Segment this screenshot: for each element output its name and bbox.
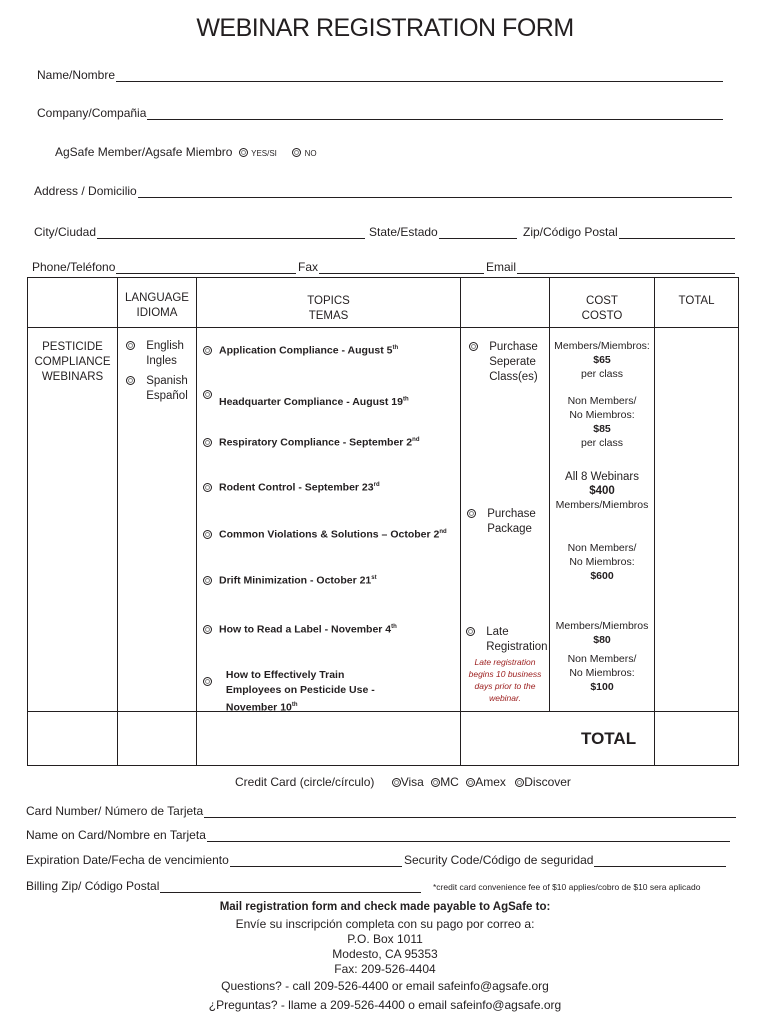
late-members-price: $80	[593, 634, 611, 646]
topic-3-sup: nd	[412, 437, 420, 443]
separate-line-3: Class(es)	[489, 371, 538, 383]
separate-line-1: Purchase	[489, 341, 538, 353]
total-cell[interactable]	[655, 328, 739, 712]
topic-5[interactable]	[203, 525, 447, 543]
topic-4-sup: rd	[373, 482, 380, 488]
sep-members-label: Members/Miembros:	[554, 340, 650, 352]
visa-label: Visa	[400, 775, 424, 789]
blank-header-cell	[28, 278, 118, 328]
company-field[interactable]	[37, 106, 723, 122]
po-box: P.O. Box 1011	[347, 932, 423, 946]
city-field[interactable]	[34, 225, 365, 241]
sep-nonmembers-per-class: per class	[580, 437, 623, 449]
cost-header	[550, 278, 655, 328]
topic-6[interactable]	[203, 571, 377, 589]
member-no-radio[interactable]	[292, 148, 301, 157]
card-number-label: Card Number/ Número de Tarjeta	[26, 804, 204, 818]
topics-header	[197, 278, 461, 328]
questions-line: Questions? - call 209-526-4400 or email safeinfo@agsafe.org	[221, 979, 549, 993]
topic-8-radio[interactable]	[203, 677, 212, 686]
separate-line-2: Seperate	[489, 356, 536, 368]
card-number-field[interactable]	[26, 804, 736, 820]
member-label: AgSafe Member/Agsafe Miembro	[55, 145, 233, 159]
purchase-option-cell	[461, 328, 550, 712]
late-line-2: Registration	[486, 641, 548, 653]
form-title: WEBINAR REGISTRATION FORM	[196, 14, 574, 42]
category-line-2: COMPLIANCE	[34, 356, 111, 368]
footer-blank-2	[118, 712, 197, 766]
late-note-1: Late registration	[474, 657, 536, 667]
topic-5-radio[interactable]	[203, 530, 212, 539]
grand-total-cell[interactable]	[655, 712, 739, 766]
espanol-label: Español	[146, 390, 188, 402]
phone-label: Phone/Teléfono	[32, 260, 116, 274]
package-option[interactable]	[467, 507, 536, 537]
city-label: City/Ciudad	[34, 225, 97, 239]
topic-6-text: Drift Minimization - October 21	[219, 574, 372, 587]
name-on-card-label: Name on Card/Nombre en Tarjeta	[26, 828, 206, 842]
topic-8-line-1: How to Effectively Train	[225, 669, 345, 681]
language-header	[118, 278, 197, 328]
option-header	[461, 278, 550, 328]
language-header-en: LANGUAGE	[125, 292, 189, 304]
name-label: Name/Nombre	[37, 68, 116, 82]
late-note	[461, 656, 549, 704]
late-option[interactable]	[466, 625, 548, 655]
mc-label: MC	[440, 775, 459, 789]
english-radio[interactable]	[126, 341, 135, 350]
topic-4[interactable]	[203, 478, 380, 496]
late-radio[interactable]	[466, 627, 475, 636]
footer-blank-3	[197, 712, 461, 766]
name-field[interactable]	[37, 68, 723, 84]
credit-card-row	[235, 775, 571, 789]
expiration-label: Expiration Date/Fecha de vencimiento	[26, 853, 229, 867]
topics-cell	[197, 328, 461, 712]
topic-1[interactable]	[203, 341, 398, 359]
topic-1-sup: th	[392, 345, 399, 351]
credit-card-label: Credit Card (circle/círculo)	[235, 775, 375, 789]
package-radio[interactable]	[467, 509, 476, 518]
package-members-cost	[550, 470, 654, 512]
member-no-label: NO	[304, 149, 317, 158]
mc-radio[interactable]	[431, 778, 440, 787]
late-note-4: webinar.	[489, 693, 521, 703]
language-header-es: IDIOMA	[136, 307, 178, 319]
topic-2-radio[interactable]	[203, 390, 212, 399]
state-field[interactable]	[369, 225, 517, 241]
topic-3-text: Respiratory Compliance - September 2	[219, 436, 413, 449]
late-nonmembers-price: $100	[590, 681, 614, 693]
spanish-label: Spanish	[146, 375, 188, 387]
discover-radio[interactable]	[515, 778, 524, 787]
expiration-field[interactable]	[26, 853, 402, 869]
pkg-members-price: $400	[589, 485, 615, 497]
billing-zip-label: Billing Zip/ Código Postal	[26, 879, 160, 893]
topic-7-sup: th	[391, 624, 397, 630]
pkg-title: All 8 Webinars	[565, 471, 639, 483]
english-option[interactable]	[126, 339, 184, 369]
mail-instruction-es: Envíe su inscripción completa con su pago por correo a:	[235, 917, 535, 931]
sep-nonmembers-price: $85	[593, 423, 611, 435]
address-label: Address / Domicilio	[34, 184, 137, 198]
member-yes-label: YES/SI	[251, 149, 277, 158]
topic-7-radio[interactable]	[203, 625, 212, 634]
visa-radio[interactable]	[392, 778, 401, 787]
address-field[interactable]	[34, 184, 732, 200]
topic-7-text: How to Read a Label - November 4	[219, 623, 392, 636]
spanish-radio[interactable]	[126, 376, 135, 385]
ingles-label: Ingles	[146, 355, 177, 367]
sep-nonmembers-line-2: No Miembros:	[569, 409, 635, 421]
package-line-2: Package	[487, 523, 532, 535]
total-header	[655, 278, 739, 328]
phone-field[interactable]	[32, 260, 296, 276]
late-note-2: begins 10 business	[468, 669, 542, 679]
topic-8-sup: th	[291, 702, 298, 708]
cost-header-en: COST	[586, 295, 618, 307]
email-label: Email	[486, 260, 517, 274]
late-nonmembers-line-2: No Miembros:	[569, 667, 635, 679]
name-on-card-field[interactable]	[26, 828, 730, 844]
total-label: TOTAL	[581, 729, 637, 748]
security-code-field[interactable]	[404, 853, 726, 869]
spanish-option[interactable]	[126, 374, 188, 404]
sep-members-price: $65	[593, 354, 611, 366]
cost-cell	[550, 328, 655, 712]
topic-3[interactable]	[203, 433, 420, 451]
late-nonmembers-cost	[550, 652, 654, 694]
mail-instruction: Mail registration form and check made payable to AgSafe to:	[219, 901, 551, 913]
topic-8-line-3: November 10	[225, 701, 292, 714]
late-note-3: days prior to the	[474, 681, 536, 691]
package-nonmembers-cost	[550, 541, 654, 583]
topics-header-es: TEMAS	[308, 310, 349, 322]
topic-2[interactable]	[203, 388, 409, 406]
topic-1-text: Application Compliance - August 5	[219, 344, 393, 357]
zip-label: Zip/Código Postal	[523, 225, 618, 239]
state-label: State/Estado	[369, 225, 438, 239]
topic-8-line-2: Employees on Pesticide Use -	[225, 684, 375, 696]
pkg-nonmembers-price: $600	[590, 570, 614, 582]
member-yes-radio[interactable]	[239, 148, 248, 157]
member-row	[55, 145, 317, 159]
separate-members-cost	[550, 339, 654, 381]
late-line-1: Late	[486, 626, 509, 638]
sep-nonmembers-line-1: Non Members/	[567, 395, 637, 407]
category-line-1: PESTICIDE	[42, 341, 103, 353]
topic-2-sup: th	[402, 396, 409, 402]
category-line-3: WEBINARS	[41, 371, 104, 383]
topic-5-text: Common Violations & Solutions – October 2	[219, 528, 440, 541]
pkg-nonmembers-line-2: No Miembros:	[569, 556, 635, 568]
topic-1-radio[interactable]	[203, 346, 212, 355]
separate-nonmembers-cost	[550, 394, 654, 450]
fax-number: Fax: 209-526-4404	[334, 962, 436, 976]
total-header-text: TOTAL	[678, 295, 715, 307]
preguntas-line: ¿Preguntas? - llame a 209-526-4400 o email safeinfo@agsafe.org	[208, 998, 562, 1012]
fax-label: Fax	[298, 260, 319, 274]
late-members-label: Members/Miembros	[555, 620, 649, 632]
late-nonmembers-line-1: Non Members/	[567, 653, 637, 665]
topic-4-text: Rodent Control - September 23	[219, 481, 374, 494]
pkg-nonmembers-line-1: Non Members/	[567, 542, 637, 554]
topics-header-en: TOPICS	[307, 295, 350, 307]
company-label: Company/Compañia	[37, 106, 147, 120]
topic-6-sup: st	[371, 575, 377, 581]
discover-label: Discover	[524, 775, 571, 789]
topic-2-text: Headquarter Compliance - August 19	[219, 395, 403, 408]
pkg-members-label: Members/Miembros	[555, 499, 649, 511]
topic-8[interactable]	[203, 668, 375, 716]
fee-note: *credit card convenience fee of $10 applies/cobro de $10 sera aplicado	[433, 882, 701, 892]
zip-field[interactable]	[523, 225, 735, 241]
cost-header-es: COSTO	[581, 310, 623, 322]
late-members-cost	[550, 619, 654, 647]
email-field[interactable]	[486, 260, 735, 276]
registration-table	[27, 277, 739, 766]
separate-radio[interactable]	[469, 342, 478, 351]
amex-radio[interactable]	[466, 778, 475, 787]
billing-zip-field[interactable]	[26, 879, 421, 895]
sep-members-per-class: per class	[580, 368, 623, 380]
topic-5-sup: nd	[439, 529, 447, 535]
topic-3-radio[interactable]	[203, 438, 212, 447]
topic-7[interactable]	[203, 620, 397, 638]
topic-4-radio[interactable]	[203, 483, 212, 492]
separate-option[interactable]	[469, 340, 538, 385]
amex-label: Amex	[475, 775, 506, 789]
english-label: English	[146, 340, 184, 352]
total-label-cell	[461, 712, 655, 766]
package-line-1: Purchase	[487, 508, 536, 520]
language-cell	[118, 328, 197, 712]
category-cell	[28, 328, 118, 712]
topic-6-radio[interactable]	[203, 576, 212, 585]
mail-city: Modesto, CA 95353	[332, 947, 438, 961]
footer-blank-1	[28, 712, 118, 766]
fax-field[interactable]	[298, 260, 484, 276]
security-code-label: Security Code/Código de seguridad	[404, 853, 594, 867]
